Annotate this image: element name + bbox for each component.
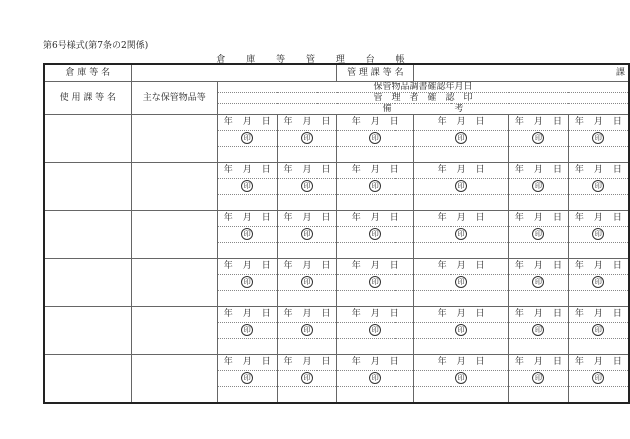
- seal-icon: 印: [301, 132, 313, 144]
- day-label: 日: [552, 165, 562, 175]
- month-label: 月: [370, 261, 380, 271]
- day-label: 日: [261, 309, 271, 319]
- manager-seal-cell[interactable]: [277, 178, 337, 194]
- remarks-cell[interactable]: [509, 242, 569, 258]
- manager-seal-cell[interactable]: [414, 370, 509, 386]
- seal-icon: 印: [532, 132, 544, 144]
- month-label: 月: [302, 309, 312, 319]
- check-date-cell[interactable]: [568, 258, 629, 274]
- year-label: 年: [351, 309, 361, 319]
- year-label: 年: [351, 165, 361, 175]
- remarks-cell[interactable]: [217, 338, 277, 354]
- main-items-field[interactable]: [131, 114, 217, 162]
- year-label: 年: [283, 309, 293, 319]
- year-label: 年: [351, 357, 361, 367]
- check-date-cell[interactable]: [217, 354, 277, 370]
- remarks-cell[interactable]: [277, 386, 337, 403]
- day-label: 日: [552, 261, 562, 271]
- day-label: 日: [475, 117, 485, 127]
- seal-icon: 印: [369, 372, 381, 384]
- remarks-cell[interactable]: [509, 290, 569, 306]
- year-label: 年: [574, 357, 584, 367]
- manager-seal-cell[interactable]: [509, 274, 569, 290]
- year-label: 年: [514, 213, 524, 223]
- manager-seal-cell[interactable]: [277, 322, 337, 338]
- remarks-cell[interactable]: [568, 290, 629, 306]
- year-label: 年: [514, 117, 524, 127]
- check-date-cell[interactable]: [509, 354, 569, 370]
- main-items-field[interactable]: [131, 258, 217, 306]
- year-label: 年: [223, 117, 233, 127]
- day-label: 日: [612, 117, 622, 127]
- month-label: 月: [370, 357, 380, 367]
- manager-seal-cell[interactable]: [217, 322, 277, 338]
- seal-icon: 印: [455, 180, 467, 192]
- day-label: 日: [321, 117, 331, 127]
- manager-seal-cell[interactable]: [568, 226, 629, 242]
- ledger-row: [44, 114, 629, 130]
- remarks-cell[interactable]: [568, 386, 629, 403]
- year-label: 年: [283, 213, 293, 223]
- remarks-cell[interactable]: [414, 290, 509, 306]
- warehouse-name-label: 倉 庫 等 名: [44, 64, 131, 81]
- day-label: 日: [475, 213, 485, 223]
- year-label: 年: [223, 261, 233, 271]
- day-label: 日: [389, 165, 399, 175]
- section-suffix: 課: [615, 67, 625, 78]
- month-label: 月: [533, 261, 543, 271]
- user-section-field[interactable]: [44, 258, 131, 306]
- seal-icon: 印: [592, 324, 604, 336]
- check-date-cell[interactable]: [414, 354, 509, 370]
- seal-icon: 印: [455, 132, 467, 144]
- manager-seal-cell[interactable]: [414, 130, 509, 146]
- year-label: 年: [223, 213, 233, 223]
- month-label: 月: [370, 165, 380, 175]
- day-label: 日: [552, 117, 562, 127]
- year-label: 年: [437, 165, 447, 175]
- seal-icon: 印: [455, 372, 467, 384]
- seal-icon: 印: [455, 228, 467, 240]
- day-label: 日: [261, 165, 271, 175]
- main-items-field[interactable]: [131, 306, 217, 354]
- year-label: 年: [351, 117, 361, 127]
- year-label: 年: [437, 357, 447, 367]
- check-date-cell[interactable]: [337, 162, 414, 178]
- check-date-cell[interactable]: [509, 306, 569, 322]
- seal-icon: 印: [369, 180, 381, 192]
- year-label: 年: [514, 309, 524, 319]
- month-label: 月: [302, 165, 312, 175]
- remarks-cell[interactable]: [277, 290, 337, 306]
- remarks-cell[interactable]: [414, 338, 509, 354]
- check-date-cell[interactable]: [277, 306, 337, 322]
- year-label: 年: [574, 117, 584, 127]
- manager-seal-cell[interactable]: [414, 178, 509, 194]
- month-label: 月: [302, 261, 312, 271]
- manager-seal-cell[interactable]: [414, 226, 509, 242]
- check-date-cell[interactable]: [509, 210, 569, 226]
- year-label: 年: [574, 309, 584, 319]
- year-label: 年: [437, 309, 447, 319]
- remarks-cell[interactable]: [217, 386, 277, 403]
- day-label: 日: [389, 117, 399, 127]
- remarks-label: 備 考: [217, 103, 629, 114]
- seal-icon: 印: [301, 276, 313, 288]
- check-date-cell[interactable]: [217, 306, 277, 322]
- ledger-row: [44, 306, 629, 322]
- month-label: 月: [593, 261, 603, 271]
- day-label: 日: [475, 165, 485, 175]
- remarks-cell[interactable]: [414, 386, 509, 403]
- remarks-cell[interactable]: [509, 146, 569, 162]
- day-label: 日: [321, 165, 331, 175]
- day-label: 日: [261, 117, 271, 127]
- year-label: 年: [437, 261, 447, 271]
- check-date-cell[interactable]: [568, 114, 629, 130]
- remarks-cell[interactable]: [217, 194, 277, 210]
- check-date-cell[interactable]: [217, 210, 277, 226]
- check-date-cell[interactable]: [414, 258, 509, 274]
- year-label: 年: [437, 117, 447, 127]
- day-label: 日: [321, 309, 331, 319]
- manager-seal-cell[interactable]: [217, 178, 277, 194]
- month-label: 月: [456, 309, 466, 319]
- ledger-row: [44, 354, 629, 370]
- manager-seal-cell[interactable]: [337, 322, 414, 338]
- management-section-label: 管 理 課 等 名: [337, 64, 414, 81]
- seal-icon: 印: [455, 276, 467, 288]
- manager-seal-cell[interactable]: [277, 226, 337, 242]
- day-label: 日: [321, 261, 331, 271]
- remarks-cell[interactable]: [337, 194, 414, 210]
- ledger-row: [44, 210, 629, 226]
- month-label: 月: [456, 261, 466, 271]
- month-label: 月: [302, 117, 312, 127]
- seal-icon: 印: [241, 180, 253, 192]
- month-label: 月: [533, 357, 543, 367]
- manager-seal-cell[interactable]: [509, 322, 569, 338]
- day-label: 日: [552, 357, 562, 367]
- month-label: 月: [593, 117, 603, 127]
- check-date-cell[interactable]: [337, 210, 414, 226]
- day-label: 日: [612, 213, 622, 223]
- manager-seal-label: 管 理 者 確 認 印: [217, 92, 629, 103]
- seal-icon: 印: [241, 372, 253, 384]
- manager-seal-cell[interactable]: [217, 226, 277, 242]
- check-date-cell[interactable]: [277, 162, 337, 178]
- seal-icon: 印: [241, 324, 253, 336]
- check-date-cell[interactable]: [568, 306, 629, 322]
- year-label: 年: [514, 165, 524, 175]
- day-label: 日: [261, 357, 271, 367]
- month-label: 月: [456, 357, 466, 367]
- remarks-cell[interactable]: [509, 386, 569, 403]
- remarks-cell[interactable]: [277, 194, 337, 210]
- manager-seal-cell[interactable]: [337, 370, 414, 386]
- seal-icon: 印: [369, 228, 381, 240]
- check-date-cell[interactable]: [277, 210, 337, 226]
- remarks-cell[interactable]: [337, 338, 414, 354]
- manager-seal-cell[interactable]: [509, 130, 569, 146]
- manager-seal-cell[interactable]: [568, 322, 629, 338]
- check-date-cell[interactable]: [414, 306, 509, 322]
- year-label: 年: [437, 213, 447, 223]
- manager-seal-cell[interactable]: [217, 370, 277, 386]
- manager-seal-cell[interactable]: [277, 274, 337, 290]
- form-number: 第6号様式(第7条の2関係): [43, 41, 149, 51]
- month-label: 月: [370, 213, 380, 223]
- remarks-cell[interactable]: [568, 194, 629, 210]
- day-label: 日: [612, 357, 622, 367]
- month-label: 月: [242, 213, 252, 223]
- remarks-cell[interactable]: [277, 242, 337, 258]
- check-date-cell[interactable]: [414, 114, 509, 130]
- day-label: 日: [389, 261, 399, 271]
- remarks-cell[interactable]: [568, 242, 629, 258]
- day-label: 日: [261, 213, 271, 223]
- ledger-row: [44, 162, 629, 178]
- user-section-field[interactable]: [44, 114, 131, 162]
- check-date-cell[interactable]: [414, 162, 509, 178]
- month-label: 月: [533, 117, 543, 127]
- warehouse-name-field[interactable]: [131, 64, 337, 81]
- day-label: 日: [261, 261, 271, 271]
- main-items-label: 主な保管物品等: [131, 81, 217, 114]
- year-label: 年: [283, 261, 293, 271]
- year-label: 年: [574, 213, 584, 223]
- seal-icon: 印: [241, 276, 253, 288]
- check-date-label: 保管物品調書確認年月日: [217, 81, 629, 92]
- seal-icon: 印: [532, 180, 544, 192]
- user-section-field[interactable]: [44, 162, 131, 210]
- month-label: 月: [456, 213, 466, 223]
- check-date-cell[interactable]: [337, 114, 414, 130]
- manager-seal-cell[interactable]: [568, 130, 629, 146]
- remarks-cell[interactable]: [337, 386, 414, 403]
- seal-icon: 印: [369, 324, 381, 336]
- main-items-field[interactable]: [131, 210, 217, 258]
- user-section-field[interactable]: [44, 210, 131, 258]
- manager-seal-cell[interactable]: [277, 370, 337, 386]
- check-date-cell[interactable]: [217, 258, 277, 274]
- remarks-cell[interactable]: [217, 290, 277, 306]
- seal-icon: 印: [592, 132, 604, 144]
- year-label: 年: [574, 165, 584, 175]
- seal-icon: 印: [532, 276, 544, 288]
- check-date-cell[interactable]: [509, 258, 569, 274]
- year-label: 年: [351, 261, 361, 271]
- month-label: 月: [593, 309, 603, 319]
- year-label: 年: [223, 165, 233, 175]
- remarks-cell[interactable]: [414, 146, 509, 162]
- year-label: 年: [514, 261, 524, 271]
- year-label: 年: [283, 165, 293, 175]
- seal-icon: 印: [301, 372, 313, 384]
- month-label: 月: [533, 165, 543, 175]
- user-section-field[interactable]: [44, 306, 131, 354]
- remarks-cell[interactable]: [337, 242, 414, 258]
- month-label: 月: [242, 309, 252, 319]
- check-date-cell[interactable]: [568, 354, 629, 370]
- month-label: 月: [593, 357, 603, 367]
- manager-seal-cell[interactable]: [337, 178, 414, 194]
- management-section-field[interactable]: [414, 64, 629, 81]
- month-label: 月: [593, 165, 603, 175]
- check-date-cell[interactable]: [337, 258, 414, 274]
- month-label: 月: [370, 309, 380, 319]
- remarks-cell[interactable]: [568, 146, 629, 162]
- month-label: 月: [456, 117, 466, 127]
- check-date-cell[interactable]: [414, 210, 509, 226]
- seal-icon: 印: [369, 276, 381, 288]
- remarks-cell[interactable]: [509, 194, 569, 210]
- day-label: 日: [475, 309, 485, 319]
- month-label: 月: [302, 357, 312, 367]
- manager-seal-cell[interactable]: [217, 274, 277, 290]
- check-date-cell[interactable]: [337, 354, 414, 370]
- page-title: 倉 庫 等 管 理 台 帳: [216, 55, 414, 65]
- day-label: 日: [389, 309, 399, 319]
- day-label: 日: [389, 213, 399, 223]
- check-date-cell[interactable]: [277, 354, 337, 370]
- user-section-field[interactable]: [44, 354, 131, 403]
- seal-icon: 印: [532, 324, 544, 336]
- month-label: 月: [242, 261, 252, 271]
- remarks-cell[interactable]: [217, 146, 277, 162]
- day-label: 日: [389, 357, 399, 367]
- check-date-cell[interactable]: [217, 162, 277, 178]
- manager-seal-cell[interactable]: [414, 322, 509, 338]
- remarks-cell[interactable]: [337, 146, 414, 162]
- remarks-cell[interactable]: [337, 290, 414, 306]
- year-label: 年: [283, 117, 293, 127]
- manager-seal-cell[interactable]: [337, 130, 414, 146]
- remarks-cell[interactable]: [414, 194, 509, 210]
- year-label: 年: [514, 357, 524, 367]
- check-date-cell[interactable]: [277, 114, 337, 130]
- manager-seal-cell[interactable]: [568, 370, 629, 386]
- month-label: 月: [370, 117, 380, 127]
- day-label: 日: [475, 261, 485, 271]
- check-date-cell[interactable]: [217, 114, 277, 130]
- seal-icon: 印: [592, 372, 604, 384]
- remarks-cell[interactable]: [509, 338, 569, 354]
- year-label: 年: [574, 261, 584, 271]
- manager-seal-cell[interactable]: [509, 178, 569, 194]
- manager-seal-cell[interactable]: [414, 274, 509, 290]
- seal-icon: 印: [532, 228, 544, 240]
- seal-icon: 印: [532, 372, 544, 384]
- manager-seal-cell[interactable]: [337, 226, 414, 242]
- seal-icon: 印: [241, 228, 253, 240]
- seal-icon: 印: [592, 180, 604, 192]
- seal-icon: 印: [369, 132, 381, 144]
- remarks-cell[interactable]: [414, 242, 509, 258]
- seal-icon: 印: [455, 324, 467, 336]
- month-label: 月: [242, 357, 252, 367]
- user-section-label: 使 用 課 等 名: [44, 81, 131, 114]
- remarks-cell[interactable]: [217, 242, 277, 258]
- check-date-cell[interactable]: [568, 162, 629, 178]
- warehouse-ledger-table: [43, 63, 630, 404]
- remarks-cell[interactable]: [277, 146, 337, 162]
- check-date-cell[interactable]: [277, 258, 337, 274]
- seal-icon: 印: [592, 228, 604, 240]
- manager-seal-cell[interactable]: [337, 274, 414, 290]
- month-label: 月: [593, 213, 603, 223]
- seal-icon: 印: [301, 324, 313, 336]
- month-label: 月: [456, 165, 466, 175]
- main-items-field[interactable]: [131, 162, 217, 210]
- seal-icon: 印: [301, 228, 313, 240]
- manager-seal-cell[interactable]: [277, 130, 337, 146]
- ledger-row: [44, 258, 629, 274]
- manager-seal-cell[interactable]: [217, 130, 277, 146]
- day-label: 日: [552, 213, 562, 223]
- month-label: 月: [533, 213, 543, 223]
- check-date-cell[interactable]: [509, 114, 569, 130]
- month-label: 月: [533, 309, 543, 319]
- day-label: 日: [552, 309, 562, 319]
- month-label: 月: [242, 117, 252, 127]
- manager-seal-cell[interactable]: [509, 370, 569, 386]
- manager-seal-cell[interactable]: [509, 226, 569, 242]
- main-items-field[interactable]: [131, 354, 217, 403]
- day-label: 日: [612, 165, 622, 175]
- month-label: 月: [302, 213, 312, 223]
- year-label: 年: [283, 357, 293, 367]
- seal-icon: 印: [241, 132, 253, 144]
- day-label: 日: [475, 357, 485, 367]
- year-label: 年: [351, 213, 361, 223]
- day-label: 日: [321, 357, 331, 367]
- seal-icon: 印: [301, 180, 313, 192]
- day-label: 日: [612, 261, 622, 271]
- manager-seal-cell[interactable]: [568, 178, 629, 194]
- manager-seal-cell[interactable]: [568, 274, 629, 290]
- remarks-cell[interactable]: [568, 338, 629, 354]
- seal-icon: 印: [592, 276, 604, 288]
- year-label: 年: [223, 357, 233, 367]
- check-date-cell[interactable]: [337, 306, 414, 322]
- month-label: 月: [242, 165, 252, 175]
- day-label: 日: [321, 213, 331, 223]
- year-label: 年: [223, 309, 233, 319]
- check-date-cell[interactable]: [568, 210, 629, 226]
- remarks-cell[interactable]: [277, 338, 337, 354]
- check-date-cell[interactable]: [509, 162, 569, 178]
- day-label: 日: [612, 309, 622, 319]
